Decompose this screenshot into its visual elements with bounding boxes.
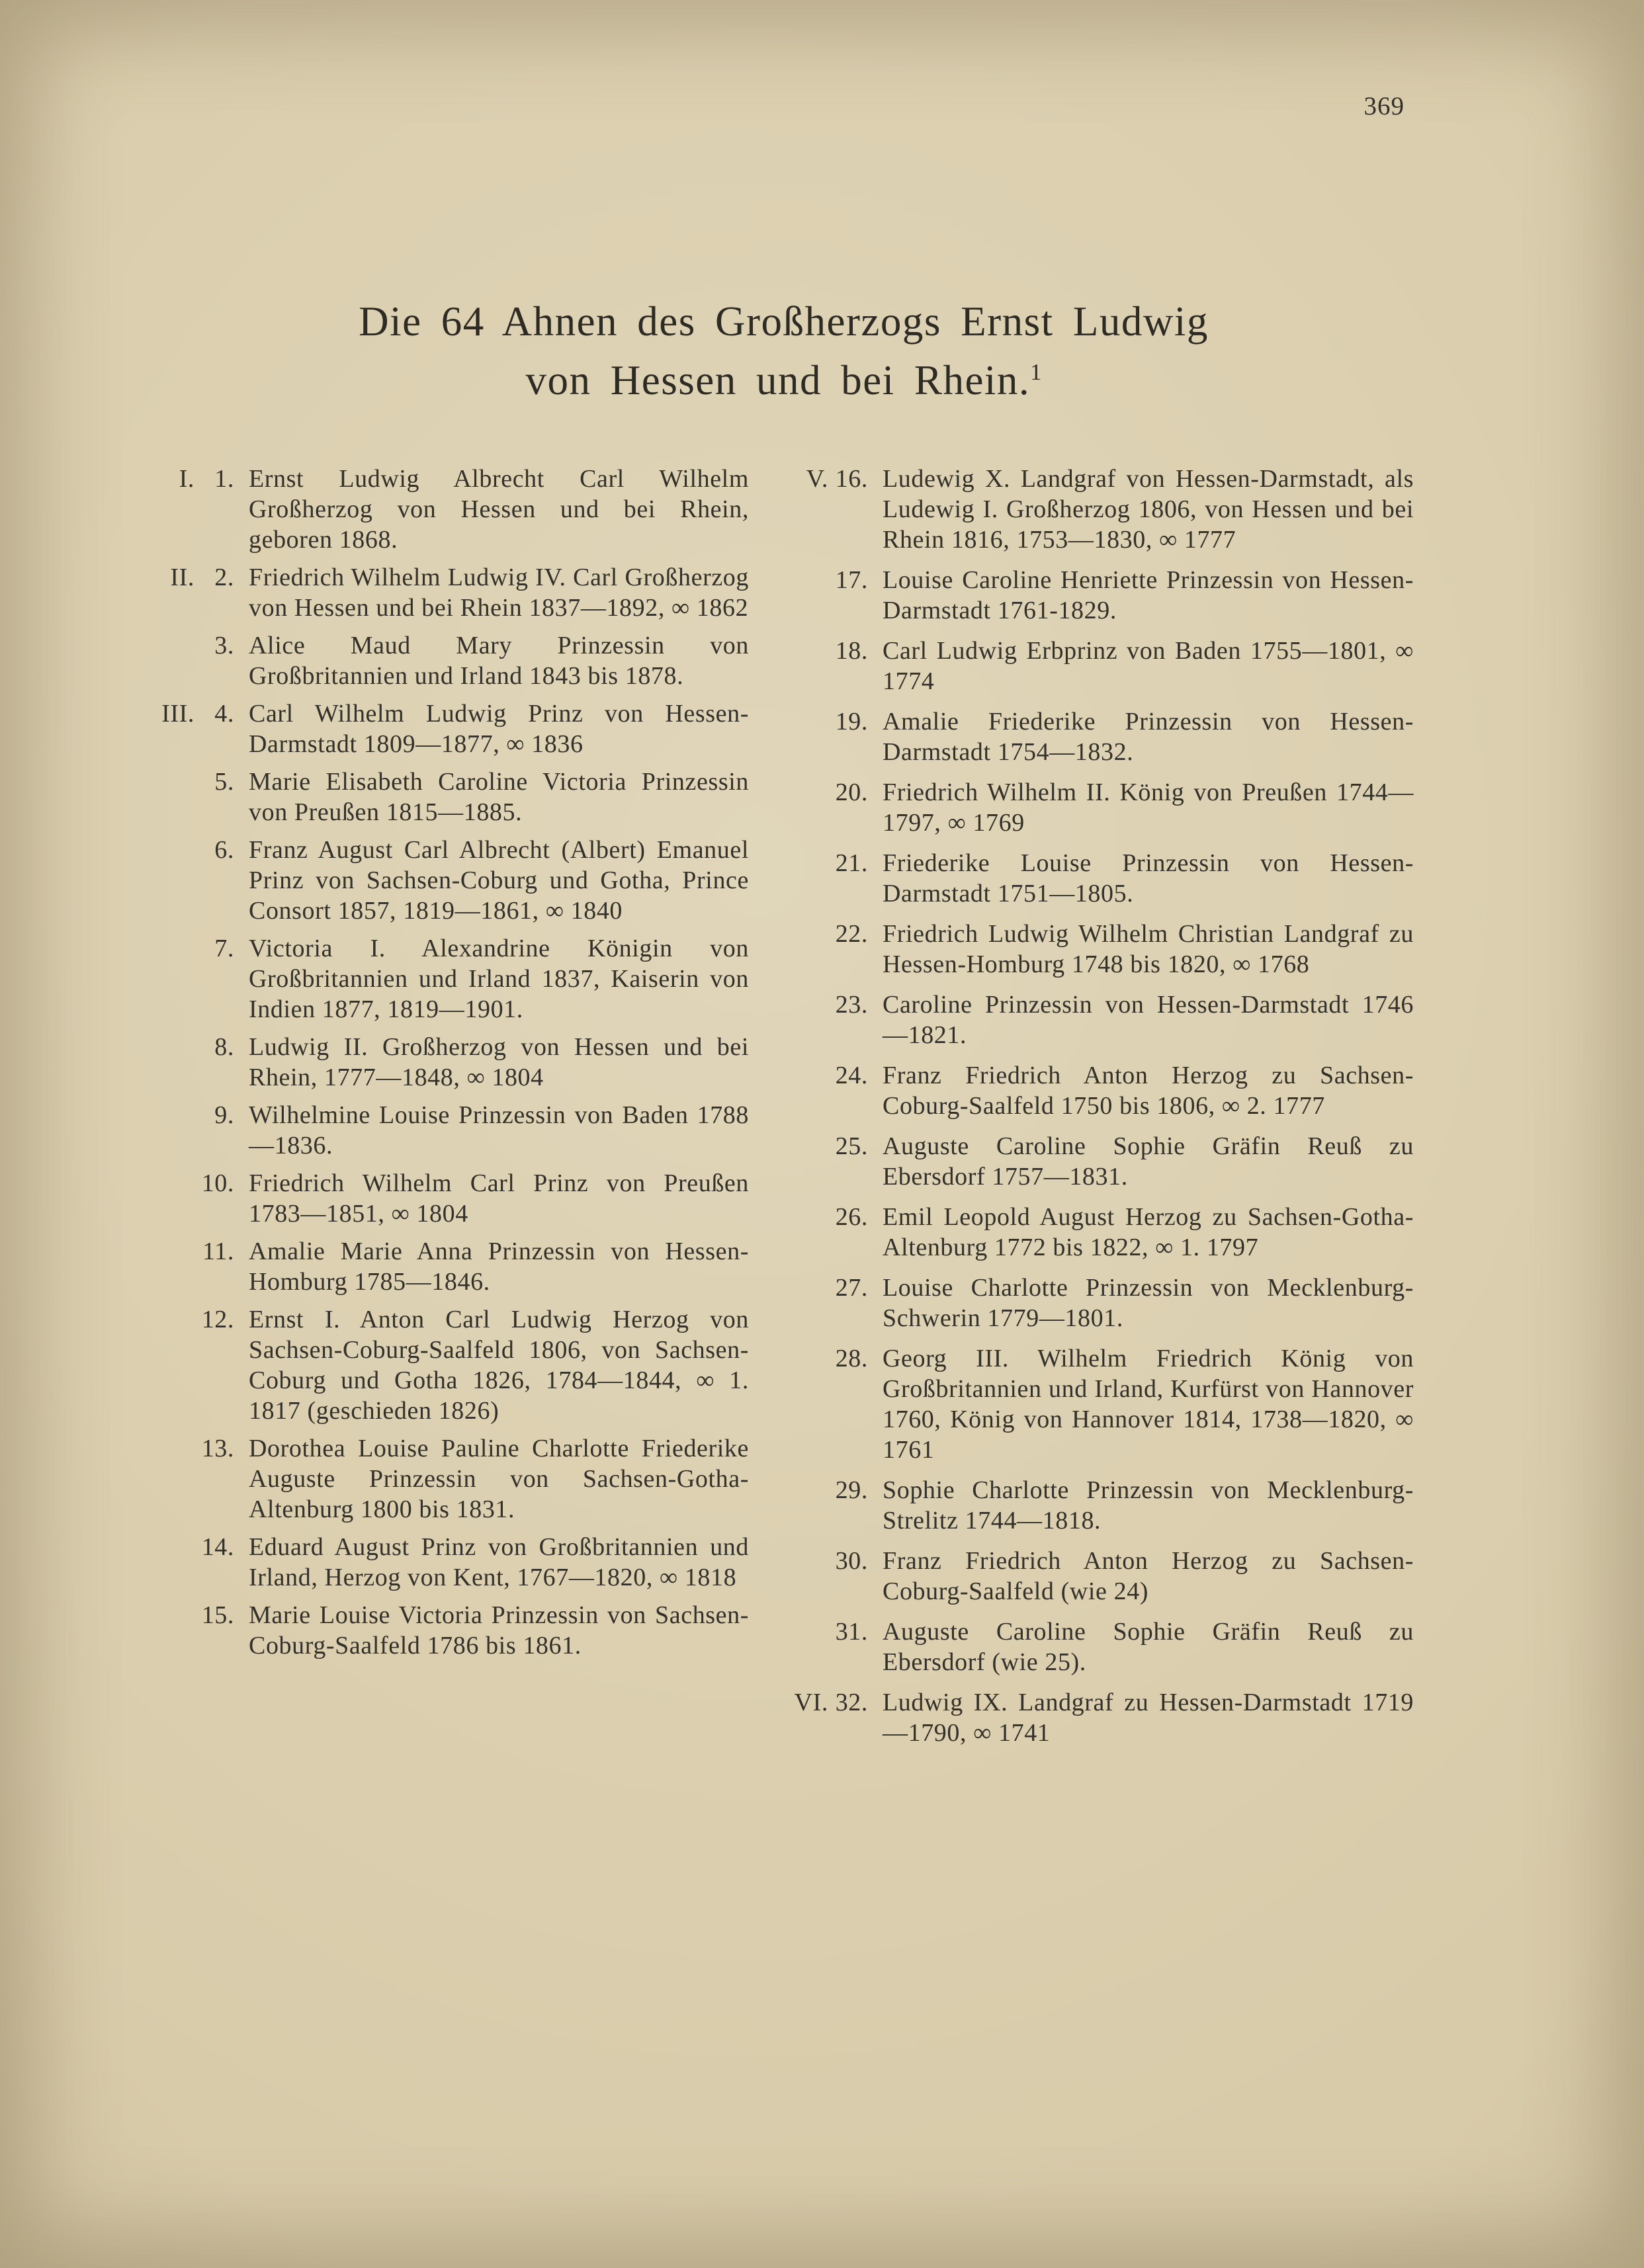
- left-column: [153, 464, 749, 1758]
- ancestor-entry: [787, 565, 1414, 626]
- entry-number: 31.: [835, 1617, 868, 1646]
- ancestor-list: [153, 464, 1414, 1758]
- ancestor-entry: [153, 698, 749, 759]
- entry-text: Wilhelmine Louise Prinzessin von Baden 1788—1836.: [249, 1101, 749, 1159]
- entry-number: 26.: [835, 1202, 868, 1231]
- entry-text: Ludewig X. Landgraf von Hessen-Darmstadt, als Ludewig I. Großherzog 1806, von Hessen und bei Rhein 1816, 1753—1830, ∞ 1777: [883, 464, 1414, 554]
- ancestor-entry: [153, 835, 749, 926]
- entry-number: 1.: [214, 464, 234, 493]
- entry-number: 22.: [835, 919, 868, 948]
- generation-numeral: [153, 933, 195, 1025]
- ancestor-entry: [153, 630, 749, 691]
- entry-text: Alice Maud Mary Prinzessin von Großbritannien und Irland 1843 bis 1878.: [249, 631, 749, 690]
- entry-text: Friedrich Wilhelm II. König von Preußen 1744—1797, ∞ 1769: [883, 778, 1414, 837]
- generation-numeral: [153, 767, 195, 827]
- ancestor-entry: [787, 1273, 1414, 1333]
- ancestor-entry: [787, 1546, 1414, 1607]
- ancestor-entry: [787, 1475, 1414, 1536]
- entry-number: 3.: [214, 631, 234, 659]
- generation-numeral: [153, 1304, 195, 1426]
- entry-number: 20.: [835, 778, 868, 806]
- ancestor-entry: [787, 1060, 1414, 1121]
- entry-text: Friederike Louise Prinzessin von Hessen-Darmstadt 1751—1805.: [883, 849, 1414, 907]
- entry-text: Georg III. Wilhelm Friedrich König von Großbritannien und Irland, Kurfürst von Hannover 1760, König von Hannover 1814, 1738—1820, ∞ 1761: [883, 1344, 1414, 1464]
- generation-numeral: III.: [161, 699, 195, 728]
- entry-number: 27.: [835, 1273, 868, 1302]
- generation-numeral: [153, 1168, 195, 1229]
- generation-numeral: [153, 1433, 195, 1525]
- entry-text: Friedrich Wilhelm Carl Prinz von Preußen 1783—1851, ∞ 1804: [249, 1169, 749, 1228]
- right-column: [787, 464, 1414, 1758]
- entry-text: Caroline Prinzessin von Hessen-Darmstadt 1746—1821.: [883, 990, 1414, 1049]
- generation-numeral: [787, 1546, 828, 1607]
- entry-text: Ernst I. Anton Carl Ludwig Herzog von Sachsen-Coburg-Saalfeld 1806, von Sachsen-Coburg und Gotha 1826, 1784—1844, ∞ 1. 1817 (geschieden 1826): [249, 1305, 749, 1425]
- entry-text: Auguste Caroline Sophie Gräfin Reuß zu Ebersdorf 1757—1831.: [883, 1132, 1414, 1191]
- title-line-1: Die 64 Ahnen des Großherzogs Ernst Ludwig: [359, 298, 1209, 345]
- entry-number: 32.: [835, 1688, 868, 1716]
- ancestor-entry: [787, 919, 1414, 980]
- generation-numeral: [153, 1532, 195, 1593]
- entry-number: 19.: [835, 707, 868, 735]
- entry-text: Louise Caroline Henriette Prinzessin von Hessen-Darmstadt 1761-1829.: [883, 566, 1414, 624]
- entry-number: 6.: [214, 835, 234, 864]
- ancestor-entry: [153, 1600, 749, 1661]
- entry-text: Franz Friedrich Anton Herzog zu Sachsen-Coburg-Saalfeld (wie 24): [883, 1546, 1414, 1605]
- entry-text: Ernst Ludwig Albrecht Carl Wilhelm Großherzog von Hessen und bei Rhein, geboren 1868.: [249, 464, 749, 554]
- ancestor-entry: [153, 1532, 749, 1593]
- entry-text: Louise Charlotte Prinzessin von Mecklenburg-Schwerin 1779—1801.: [883, 1273, 1414, 1332]
- entry-text: Friedrich Wilhelm Ludwig IV. Carl Großherzog von Hessen und bei Rhein 1837—1892, ∞ 1862: [249, 563, 749, 622]
- entry-text: Amalie Friederike Prinzessin von Hessen-Darmstadt 1754—1832.: [883, 707, 1414, 766]
- generation-numeral: [153, 1600, 195, 1661]
- generation-numeral: II.: [170, 563, 195, 591]
- ancestor-entry: [787, 1131, 1414, 1192]
- ancestor-entry: [787, 1202, 1414, 1263]
- generation-numeral: [153, 835, 195, 926]
- generation-numeral: VI.: [794, 1688, 828, 1716]
- ancestor-entry: [153, 1433, 749, 1525]
- generation-numeral: [787, 1131, 828, 1192]
- entry-text: Emil Leopold August Herzog zu Sachsen-Gotha-Altenburg 1772 bis 1822, ∞ 1. 1797: [883, 1202, 1414, 1261]
- generation-numeral: [787, 989, 828, 1050]
- entry-number: 10.: [201, 1169, 234, 1197]
- ancestor-entry: [153, 562, 749, 623]
- ancestor-entry: [153, 1304, 749, 1426]
- entry-text: Carl Wilhelm Ludwig Prinz von Hessen-Darmstadt 1809—1877, ∞ 1836: [249, 699, 749, 758]
- generation-numeral: V.: [806, 464, 828, 493]
- ancestor-entry: [787, 1617, 1414, 1677]
- generation-numeral: [787, 1273, 828, 1333]
- entry-number: 16.: [835, 464, 868, 493]
- ancestor-entry: [787, 848, 1414, 909]
- generation-numeral: [787, 777, 828, 838]
- ancestor-entry: [153, 1032, 749, 1093]
- generation-numeral: [153, 1100, 195, 1161]
- ancestor-entry: [153, 1168, 749, 1229]
- ancestor-entry: [153, 464, 749, 555]
- generation-numeral: [153, 630, 195, 691]
- entry-text: Marie Elisabeth Caroline Victoria Prinzessin von Preußen 1815—1885.: [249, 767, 749, 826]
- generation-numeral: [787, 706, 828, 767]
- generation-numeral: [787, 636, 828, 696]
- entry-text: Ludwig IX. Landgraf zu Hessen-Darmstadt 1719—1790, ∞ 1741: [883, 1688, 1414, 1747]
- entry-text: Ludwig II. Großherzog von Hessen und bei Rhein, 1777—1848, ∞ 1804: [249, 1032, 749, 1091]
- generation-numeral: [787, 848, 828, 909]
- entry-text: Amalie Marie Anna Prinzessin von Hessen-Homburg 1785—1846.: [249, 1237, 749, 1296]
- entry-number: 9.: [214, 1101, 234, 1129]
- title-line-2: von Hessen und bei Rhein.: [525, 357, 1031, 404]
- generation-numeral: [787, 1475, 828, 1536]
- entry-text: Franz August Carl Albrecht (Albert) Emanuel Prinz von Sachsen-Coburg und Gotha, Prince Consort 1857, 1819—1861, ∞ 1840: [249, 835, 749, 925]
- entry-text: Eduard August Prinz von Großbritannien und Irland, Herzog von Kent, 1767—1820, ∞ 1818: [249, 1533, 749, 1591]
- ancestor-entry: [787, 636, 1414, 696]
- entry-text: Auguste Caroline Sophie Gräfin Reuß zu Ebersdorf (wie 25).: [883, 1617, 1414, 1676]
- generation-numeral: [787, 1202, 828, 1263]
- ancestor-entry: [787, 1687, 1414, 1748]
- generation-numeral: I.: [179, 464, 195, 493]
- page-title: [153, 292, 1414, 411]
- ancestor-entry: [153, 1236, 749, 1297]
- generation-numeral: [787, 919, 828, 980]
- entry-number: 12.: [201, 1305, 234, 1333]
- generation-numeral: [153, 1032, 195, 1093]
- entry-text: Franz Friedrich Anton Herzog zu Sachsen-Coburg-Saalfeld 1750 bis 1806, ∞ 2. 1777: [883, 1061, 1414, 1120]
- entry-number: 4.: [214, 699, 234, 728]
- ancestor-entry: [787, 706, 1414, 767]
- entry-number: 5.: [214, 767, 234, 796]
- ancestor-entry: [153, 1100, 749, 1161]
- entry-number: 17.: [835, 566, 868, 594]
- ancestor-entry: [153, 767, 749, 827]
- generation-numeral: [787, 565, 828, 626]
- entry-number: 11.: [202, 1237, 234, 1265]
- entry-number: 28.: [835, 1344, 868, 1372]
- title-footnote-mark: 1: [1030, 360, 1042, 386]
- generation-numeral: [153, 1236, 195, 1297]
- entry-text: Marie Louise Victoria Prinzessin von Sachsen-Coburg-Saalfeld 1786 bis 1861.: [249, 1601, 749, 1659]
- entry-number: 18.: [835, 636, 868, 665]
- entry-number: 7.: [214, 934, 234, 962]
- entry-number: 29.: [835, 1476, 868, 1504]
- ancestor-entry: [787, 464, 1414, 555]
- ancestor-entry: [787, 1343, 1414, 1465]
- entry-number: 13.: [201, 1434, 234, 1462]
- entry-text: Carl Ludwig Erbprinz von Baden 1755—1801, ∞ 1774: [883, 636, 1414, 695]
- entry-text: Sophie Charlotte Prinzessin von Mecklenburg-Strelitz 1744—1818.: [883, 1476, 1414, 1534]
- ancestor-entry: [787, 777, 1414, 838]
- generation-numeral: [787, 1060, 828, 1121]
- ancestor-entry: [787, 989, 1414, 1050]
- generation-numeral: [787, 1343, 828, 1465]
- entry-number: 8.: [214, 1032, 234, 1061]
- entry-number: 24.: [835, 1061, 868, 1089]
- generation-numeral: [787, 1617, 828, 1677]
- ancestor-entry: [153, 933, 749, 1025]
- entry-number: 30.: [835, 1546, 868, 1575]
- entry-number: 2.: [214, 563, 234, 591]
- entry-text: Friedrich Ludwig Wilhelm Christian Landgraf zu Hessen-Homburg 1748 bis 1820, ∞ 1768: [883, 919, 1414, 978]
- entry-text: Victoria I. Alexandrine Königin von Großbritannien und Irland 1837, Kaiserin von Indien 1877, 1819—1901.: [249, 934, 749, 1023]
- entry-text: Dorothea Louise Pauline Charlotte Friederike Auguste Prinzessin von Sachsen-Gotha-Altenburg 1800 bis 1831.: [249, 1434, 749, 1523]
- entry-number: 23.: [835, 990, 868, 1019]
- entry-number: 21.: [835, 849, 868, 877]
- entry-number: 15.: [201, 1601, 234, 1629]
- entry-number: 14.: [201, 1533, 234, 1561]
- entry-number: 25.: [835, 1132, 868, 1160]
- page-number: 369: [1363, 92, 1405, 120]
